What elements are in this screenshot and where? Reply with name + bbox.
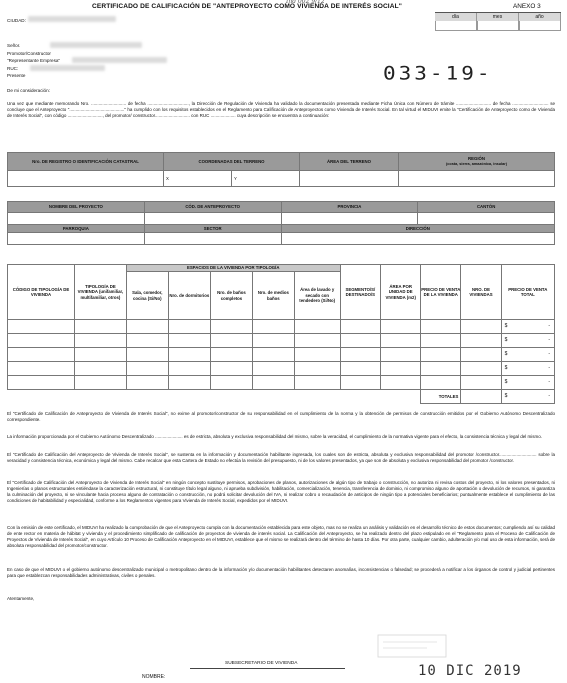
cell xyxy=(421,376,461,390)
cell xyxy=(252,348,294,362)
nombre-label: NOMBRE: xyxy=(142,674,166,680)
coord-y-cell xyxy=(231,171,299,187)
area-value-cell xyxy=(300,171,399,187)
total-cell xyxy=(501,320,554,334)
paragraph-anomalias: En caso de que el MIDUVI o el gobierno autónomo descentralizado municipal o metropolitano dentro de la información y/o documentación habilitantes detectaren anomalías, inconsistencias o falsedad; se procederá a notificar a los órganos de control y judicial pertinentes para que establezcan responsabilidades administrativas, civiles o penales. xyxy=(7,567,555,579)
cell xyxy=(340,320,381,334)
header-sector: SECTOR xyxy=(144,225,281,233)
header-direccion: DIRECCIÓN xyxy=(281,225,554,233)
cell xyxy=(168,320,210,334)
dash: - xyxy=(548,379,550,386)
total-cell xyxy=(501,376,554,390)
table-row xyxy=(8,320,555,334)
header-provincia: PROVINCIA xyxy=(281,202,418,213)
property-table xyxy=(7,152,555,187)
header-area: ÁREA DEL TERRENO xyxy=(300,153,399,171)
signer-title: SUBSECRETARIO DE VIVIENDA xyxy=(225,661,298,666)
date-day-cell xyxy=(435,21,477,31)
cell xyxy=(421,320,461,334)
dollar-sign: $ xyxy=(504,351,508,358)
senor-label: Señor. xyxy=(7,43,21,48)
signature-line xyxy=(190,668,345,669)
cell xyxy=(340,376,381,390)
date-stamp: 10 DIC 2019 xyxy=(418,663,522,679)
cell xyxy=(210,334,252,348)
header-canton: CANTÓN xyxy=(418,202,555,213)
canton-cell xyxy=(418,213,555,225)
presente-label: Presente xyxy=(7,73,26,78)
cod-anteproyecto-cell xyxy=(144,213,281,225)
certificate-number-stamp: 033-19- xyxy=(383,62,493,84)
provincia-cell xyxy=(281,213,418,225)
dollar-sign: $ xyxy=(504,379,508,386)
totals-row xyxy=(8,390,555,404)
cell xyxy=(340,348,381,362)
cell xyxy=(340,362,381,376)
cell xyxy=(74,376,126,390)
nombre-proyecto-cell xyxy=(8,213,145,225)
cell xyxy=(126,334,168,348)
cell xyxy=(421,348,461,362)
table-row xyxy=(8,376,555,390)
header-espacios: ESPACIOS DE LA VIVIENDA POR TIPOLOGÍA xyxy=(126,265,340,272)
cell xyxy=(381,320,421,334)
cell xyxy=(294,320,340,334)
region-note: (costa, sierra, amazónica, insular) xyxy=(446,162,507,167)
header-tipologia: TIPOLOGÍA DE VIVIENDA (unifamiliar, multifamiliar, otros) xyxy=(74,265,126,320)
redacted-name xyxy=(50,42,142,48)
document-title: CERTIFICADO DE CALIFICACIÓN DE "ANTEPROYECTO COMO VIVIENDA DE INTERÉS SOCIAL" xyxy=(92,3,402,10)
header-region xyxy=(399,153,555,171)
paragraph-gad: La información proporcionada por el Gobierno Autónomo Descentralizado ...................... es de estricta, absoluta y exclusiva responsabilidad del mismo, sobre la veracidad, el cumplimiento de la normativa vigente para el efecto, la consistencia técnica y legal del mismo. xyxy=(7,434,543,439)
cell xyxy=(8,320,75,334)
paragraph-exime: El "Certificado de Calificación de Anteproyecto de Vivienda de Interés Social", no exime al promotor/constructor de su responsabilidad en el cumplimiento de la norma y la obtención de permisos de construcción emitidos por el Gobierno Autónomo Descentralizado correspondiente. xyxy=(7,411,555,423)
cell xyxy=(168,376,210,390)
header-area-unidad: ÁREA POR UNIDAD DE VIVIENDA (m2) xyxy=(381,265,421,320)
cell xyxy=(126,348,168,362)
cell xyxy=(461,348,501,362)
cell xyxy=(8,348,75,362)
dollar-sign: $ xyxy=(504,393,508,400)
cell xyxy=(421,362,461,376)
header-sala: Sala, comedor, cocina (Si/No) xyxy=(126,272,168,320)
cell xyxy=(210,320,252,334)
sector-cell xyxy=(144,233,281,245)
header-registro: Nro. DE REGISTRO O IDENTIFICACIÓN CATASTRAL xyxy=(8,153,164,171)
coord-x-cell xyxy=(164,171,232,187)
date-box xyxy=(435,12,561,31)
header-nro-viviendas: NRO. DE VIVIENDAS xyxy=(461,265,501,320)
cell xyxy=(74,334,126,348)
cell xyxy=(126,376,168,390)
cell xyxy=(461,334,501,348)
region-title: REGIÓN xyxy=(468,155,485,161)
date-label-day: día xyxy=(435,13,477,21)
table-row xyxy=(8,362,555,376)
dollar-sign: $ xyxy=(504,323,508,330)
cell xyxy=(294,334,340,348)
cell xyxy=(294,348,340,362)
ciudad-label: CIUDAD: xyxy=(7,18,26,23)
representante-label: "Representante Empresa" xyxy=(7,58,61,63)
date-month-cell xyxy=(477,21,519,31)
greeting: De mi consideración: xyxy=(7,88,50,93)
cell xyxy=(461,320,501,334)
totales-nro-cell xyxy=(461,390,501,404)
paragraph-alcance: El "Certificado de Calificación del Anteproyecto de Vivienda de Interés Social" en ningún concepto sustituye permisos, aprobaciones de planos, autorizaciones de algún tipo de trabajo o construcción, no autoriza ni revisa costos del proyecto, ni los valores presentados, ni Ingenierías o planos estructurales entiéndase la caracterización estructural, ni constituye título legal alguno, ni aprueba subdivisión, habilitación, comercialización, tenencia, transferencia de dominio, ni compromiso alguno de aportación o devolución de recursos, ni garantiza la culminación del proyecto, ni se vinculante hacia proceso alguno de contratación o construcción, no podrá solicitar devolución del IVA, ni realizar cobro o recaudación de anticipos de ningún tipo a potenciales beneficiarios; puntualmente establece el cumplimiento de las condiciones de habitabilidad y especialidad, conforme a los Reglamentos vigentes para Vivienda de Interés Social, expedidos por el MIDUVI. xyxy=(7,480,555,504)
redacted-ruc xyxy=(30,65,105,71)
coord-y-label: Y xyxy=(233,175,237,181)
intro-paragraph: Una vez que mediante memorando Nro. ............................ de fecha ................................., la Dirección de Regulación de Vivienda ha validado la documentación presentada mediante Ficha Única con Número de trámite ............................ de fecha ............................. se concluye que el Anteproyecto "............................................" ha cumplido con los requisitos establecidos en el Reglamento para Calificación de Anteproyectos como Vivienda de Interés Social. En tal virtud el MIDUVI emite la "Certificación de Anteproyecto como de Vivienda de Interés Social", con código ............................, del promotor/ constructor............................ con RUC .................... cuya descripción se encuentra a continuación: xyxy=(7,101,555,119)
cell xyxy=(210,376,252,390)
cell xyxy=(461,362,501,376)
cell xyxy=(8,376,75,390)
paragraph-comprobacion: Con la emisión de este certificado, el MIDUVI ha realizado la comprobación de que el Anteproyecto cumpla con la documentación establecida para este objeto, mas no se realiza un análisis y validación en el desarrollo técnico de estos documentos; cumpliendo así su calidad de ente rector en materia de hábitat y vivienda y el procedimiento simplificado de calificación de proyectos de vivienda de interés social. La Calificación del Anteproyecto, se ha realizado dentro del plazo estipulado en el "Reglamento para el Proceso de Calificación de Proyectos de Vivienda de Interés Social", en cuyo Artículo 10 Proceso de Calificación Anteproyecto en el MIDUVI, establece que el mismo se realizará dentro del término de hasta 10 días. Por otra parte, cualquier cambio, adulteración y/o mal uso de esta información, será de absoluta responsabilidad del promotor/constructor. xyxy=(7,525,555,549)
cell xyxy=(210,348,252,362)
cell xyxy=(126,362,168,376)
cell xyxy=(294,376,340,390)
promotor-label: Promotor/Constructor xyxy=(7,51,51,56)
header-lavado: Área de lavado y secado con tendedero (Si/No) xyxy=(294,272,340,320)
header-dormitorios: Nro. de dormitorios xyxy=(168,272,210,320)
header-precio-venta: PRECIO DE VENTA DE LA VIVIENDA xyxy=(421,265,461,320)
ruc-label: RUC: xyxy=(7,66,19,71)
redacted-city xyxy=(28,16,116,22)
cell xyxy=(340,334,381,348)
parroquia-cell xyxy=(8,233,145,245)
totals-spacer xyxy=(8,390,421,404)
header-nombre-proyecto: NOMBRE DEL PROYECTO xyxy=(8,202,145,213)
seal-stamp-icon xyxy=(377,634,447,658)
cell xyxy=(461,376,501,390)
cell xyxy=(381,362,421,376)
header-segmento: SEGMENTO/S/ DESTINADO/S xyxy=(340,265,381,320)
region-value-cell xyxy=(399,171,555,187)
table-row xyxy=(8,334,555,348)
cell xyxy=(252,320,294,334)
cell xyxy=(252,362,294,376)
total-cell xyxy=(501,348,554,362)
dash: - xyxy=(548,351,550,358)
dash: - xyxy=(548,337,550,344)
date-year-cell xyxy=(519,21,561,31)
cell xyxy=(126,320,168,334)
total-cell xyxy=(501,362,554,376)
direccion-cell xyxy=(281,233,554,245)
header-banos: Nro. de baños completos xyxy=(210,272,252,320)
header-parroquia: PARROQUIA xyxy=(8,225,145,233)
cell xyxy=(168,362,210,376)
header-cod-anteproyecto: CÓD. DE ANTEPROYECTO xyxy=(144,202,281,213)
total-cell xyxy=(501,334,554,348)
cell xyxy=(168,334,210,348)
cell xyxy=(74,320,126,334)
header-medios-banos: Nro. de medios baños xyxy=(252,272,294,320)
project-table xyxy=(7,201,555,245)
cell xyxy=(74,362,126,376)
cell xyxy=(210,362,252,376)
cell xyxy=(74,348,126,362)
typology-table xyxy=(7,264,555,404)
cell xyxy=(381,334,421,348)
totales-precio-cell xyxy=(501,390,554,404)
cell xyxy=(421,334,461,348)
table-row xyxy=(8,348,555,362)
paragraph-sustento: El "Certificado de Calificación del Anteproyecto de Vivienda de Interés Social", se sustenta en la información y documentación habilitante ingresada, los cuales son de estricta, absoluta y exclusiva responsabilidad del promotor /constructor.............................. sobre la veracidad y consistencia técnica, económica y legal del mismo. Cabe recalcar que esta Cartera de Estado no efectúa la revisión del presupuesto, ni de los valores presentados, ya que son de absoluta y exclusiva responsabilidad del promotor /constructor. xyxy=(7,452,555,464)
registro-value-cell xyxy=(8,171,164,187)
cell xyxy=(8,362,75,376)
handwritten-note: Ind 002 9/12 xyxy=(286,0,325,5)
header-coordenadas: COORDENADAS DEL TERRENO xyxy=(164,153,300,171)
dash: - xyxy=(548,323,550,330)
cell xyxy=(294,362,340,376)
coord-x-label: X xyxy=(166,175,169,181)
redacted-company xyxy=(72,57,167,63)
dash: - xyxy=(548,365,550,372)
dollar-sign: $ xyxy=(504,337,508,344)
cell xyxy=(381,376,421,390)
date-label-year: año xyxy=(519,13,561,21)
header-codigo-tipologia: CÓDIGO DE TIPOLOGÍA DE VIVIENDA xyxy=(8,265,75,320)
closing: Atentamente, xyxy=(7,596,35,601)
header-precio-total: PRECIO DE VENTA TOTAL xyxy=(501,265,554,320)
cell xyxy=(252,334,294,348)
cell xyxy=(381,348,421,362)
date-label-month: mes xyxy=(477,13,519,21)
cell xyxy=(252,376,294,390)
cell xyxy=(168,348,210,362)
totales-label: TOTALES xyxy=(421,390,461,404)
dollar-sign: $ xyxy=(504,365,508,372)
cell xyxy=(8,334,75,348)
dash: - xyxy=(548,393,550,400)
annex-label: ANEXO 3 xyxy=(513,3,541,10)
